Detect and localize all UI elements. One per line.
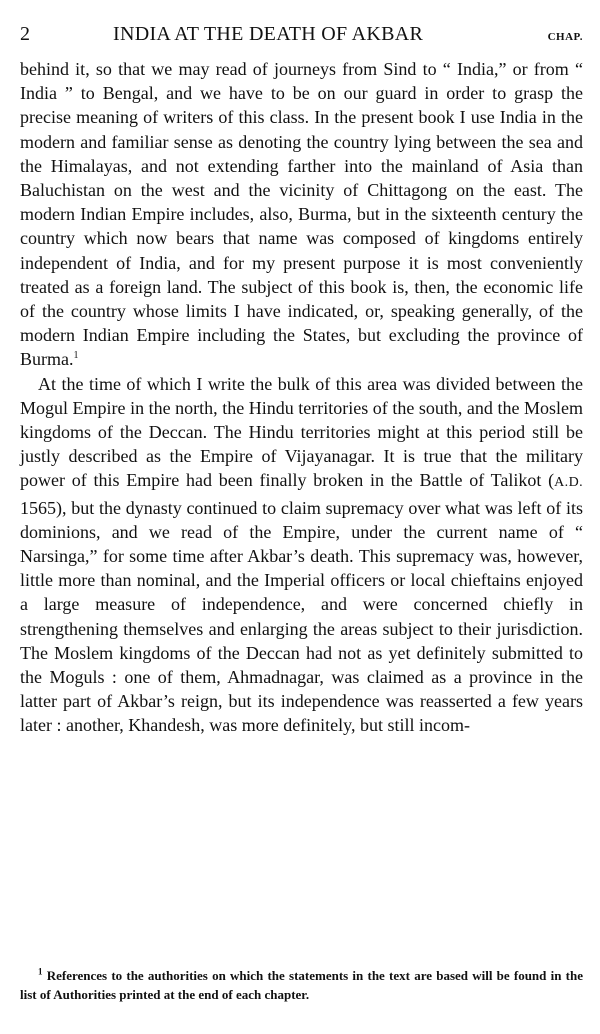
footnote-text: References to the authorities on which the statements in the text are based will be found in the list of Authorities printed at the end of each chapter. <box>20 968 583 1002</box>
footnote-reference[interactable]: 1 <box>73 350 79 362</box>
paragraph-1-text: behind it, so that we may read of journeys from Sind to “ India,” or from “ India ” to Bengal, and we have to be on our guard in order to grasp the precise meaning of writers of this class. In the present book I use India in the modern and familiar sense as denoting the country lying between the sea and the Himalayas, and not extending farther into the mainland of Asia than Baluchistan on the west and the vicinity of Chittagong on the east. The modern Indian Empire includes, also, Burma, but in the sixteenth century the country which now bears that name was composed of kingdoms entirely independent of India, and for my present purpose it is most conveniently treated as a foreign land. The subject of this book is, then, the economic life of the country whose limits I have indicated, or, speaking generally, of the modern Indian Empire including the States, but excluding the province of Burma. <box>20 59 583 370</box>
paragraph-2 <box>20 372 583 738</box>
running-head <box>20 22 583 46</box>
paragraph-1 <box>20 57 583 372</box>
footnote <box>20 966 583 1004</box>
paragraph-2-text-start: At the time of which I write the bulk of this area was divided between the Mogul Empire in the north, the Hindu territories of the south, and the Moslem kingdoms of the Deccan. The Hindu territories might at this period still be justly described as the Empire of Vijayanagar. It is true that the military power of this Empire had been finally broken in the Battle of Talikot ( <box>20 373 583 491</box>
era-abbreviation: A.D. <box>554 475 583 491</box>
paragraph-2-text-end: 1565), but the dynasty continued to claim supremacy over what was left of its dominions, and we read of the Empire, under the current name of “ Narsinga,” for some time after Akbar’s death. This supremacy was, however, little more than nominal, and the Imperial officers or local chieftains enjoyed a large measure of independence, and were concerned chiefly in strengthening themselves and enlarging the areas subject to their jurisdiction. The Moslem kingdoms of the Deccan had not as yet definitely submitted to the Moguls : one of them, Ahmadnagar, was claimed as a province in the latter part of Akbar’s reign, but its independence was reasserted a few years later : another, Khandesh, was more definitely, but still incom- <box>20 497 583 736</box>
running-title: INDIA AT THE DEATH OF AKBAR <box>113 23 424 45</box>
body-text <box>20 57 583 738</box>
chapter-label: CHAP. <box>547 31 583 43</box>
page-number: 2 <box>20 23 30 45</box>
footnote-marker: 1 <box>38 966 43 977</box>
